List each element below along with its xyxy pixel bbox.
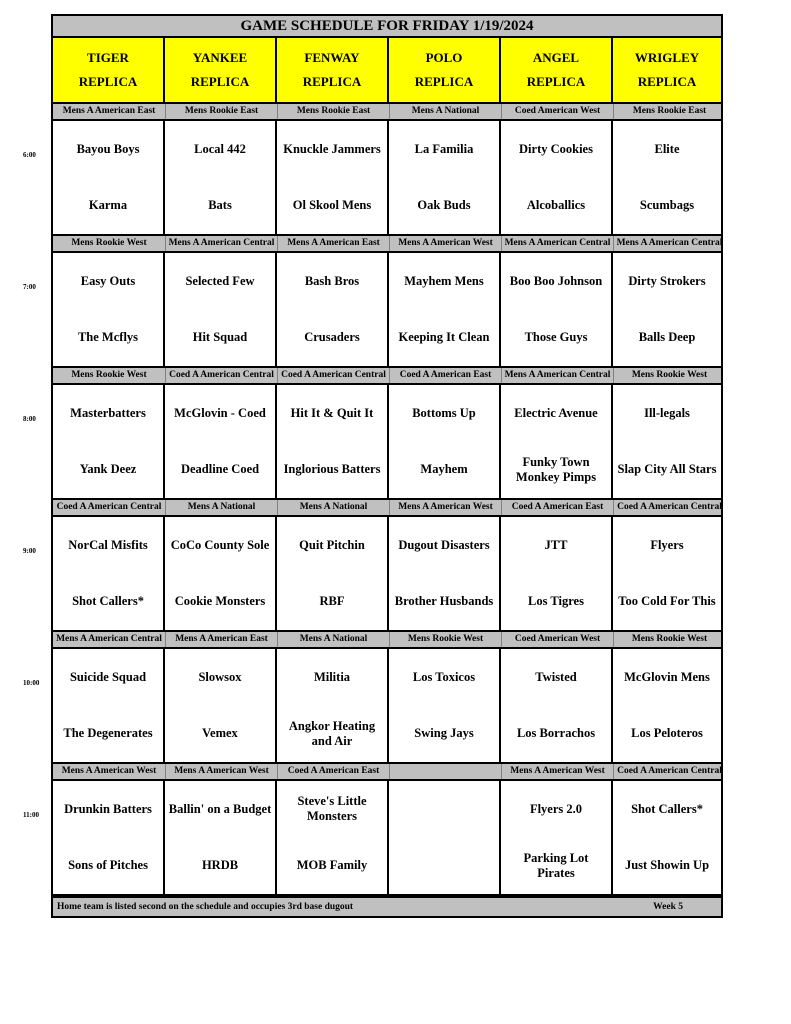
away-team: Los Toxicos [412,669,476,684]
division-label: Mens A American West [389,500,501,515]
field-sub: REPLICA [78,74,138,89]
home-team: Los Borrachos [516,726,596,741]
field-name: WRIGLEY [634,50,700,65]
game-cell [387,515,501,632]
game-cell [499,119,613,236]
game-cell [51,647,165,764]
game-cell [51,251,165,368]
division-label: Mens A American Central [165,236,277,251]
away-team: Ill-legals [644,405,690,420]
game-row [51,647,723,764]
away-team: Slowsox [198,669,242,684]
away-team: Bash Bros [304,273,360,288]
home-team: The Mcflys [77,330,139,345]
home-team: Karma [88,198,128,213]
game-cell [163,119,277,236]
away-team: CoCo County Sole [170,537,270,552]
division-label: Mens A American West [501,764,613,779]
division-label: Coed American West [501,632,613,647]
away-team: Quit Pitchin [299,537,365,552]
away-team: Militia [313,669,351,684]
game-row [51,383,723,500]
division-label: Mens A American West [61,766,157,776]
field-header-yankee [163,38,275,104]
game-cell [499,251,613,368]
game-cell [51,383,165,500]
game-cell [51,515,165,632]
home-team: MOB Family [296,858,368,873]
division-label: Mens A American Central [501,368,613,383]
away-team: Ballin' on a Budget [168,801,272,816]
division-label: Mens Rookie West [71,238,147,248]
division-label: Mens A American West [389,236,501,251]
division-label [389,764,501,779]
home-team: HRDB [201,858,239,873]
division-label: Mens Rookie West [613,368,725,383]
home-team: Bats [208,198,232,213]
home-team: Los Peloteros [631,726,703,741]
away-team: Steve's Little Monsters [297,794,367,824]
division-label: Coed A American Central [277,368,389,383]
game-cell [499,383,613,500]
division-row [51,368,723,383]
time-slots [51,104,723,896]
field-header-tiger [51,38,163,104]
away-team: McGlovin Mens [624,669,710,684]
home-team: The Degenerates [63,726,153,741]
home-team: Cookie Monsters [174,594,266,609]
home-team: Too Cold For This [618,594,716,609]
away-team: NorCal Misfits [68,537,148,552]
division-label: Mens Rookie West [613,632,725,647]
division-label: Mens A National [277,632,389,647]
away-team: Drunkin Batters [64,801,152,816]
away-team: Twisted [535,669,577,684]
division-row [51,764,723,779]
division-label: Mens Rookie East [165,104,277,119]
division-label: Mens Rookie East [277,104,389,119]
away-team: Hit It & Quit It [290,405,374,420]
division-label: Mens A American Central [501,236,613,251]
away-team: Suicide Squad [69,669,147,684]
division-label: Mens A National [389,104,501,119]
home-team: Scumbags [639,198,695,213]
away-team: Flyers [650,537,684,552]
home-team: Vemex [202,726,238,741]
away-team: La Familia [414,141,474,156]
game-row [51,515,723,632]
away-team: Local 442 [194,141,246,156]
division-label: Mens A American East [165,632,277,647]
field-sub: REPLICA [637,74,697,89]
game-cell [611,251,723,368]
home-team: Those Guys [524,330,588,345]
game-cell [163,779,277,896]
game-cell [611,383,723,500]
game-cell [499,779,613,896]
time-label: 11:00 [23,811,39,819]
division-label: Coed A American East [277,764,389,779]
game-cell [275,251,389,368]
game-cell [275,383,389,500]
home-team: Sons of Pitches [68,858,148,873]
game-cell [611,647,723,764]
field-sub: REPLICA [302,74,362,89]
game-cell [387,119,501,236]
division-row [51,500,723,515]
away-team: Flyers 2.0 [529,801,583,816]
division-label: Mens Rookie West [71,370,147,380]
field-name: YANKEE [192,50,248,65]
division-label: Coed A American East [389,368,501,383]
field-name: TIGER [87,50,129,65]
game-cell [163,647,277,764]
home-team: Crusaders [304,330,360,345]
away-team: Dirty Cookies [519,141,593,156]
away-team: Electric Avenue [514,405,598,420]
division-label: Mens Rookie West [389,632,501,647]
division-label: Mens A American Central [56,634,162,644]
game-cell [163,515,277,632]
game-cell [387,383,501,500]
division-label: Coed A American East [501,500,613,515]
game-cell [275,119,389,236]
game-cell [387,647,501,764]
away-team: Mayhem Mens [404,273,484,288]
game-cell [387,779,501,896]
home-team: Slap City All Stars [617,462,717,477]
home-team: Deadline Coed [180,462,260,477]
home-team: Ol Skool Mens [292,198,372,213]
away-team: McGlovin - Coed [174,405,266,420]
schedule-footer [51,896,723,918]
game-cell [499,515,613,632]
field-sub: REPLICA [526,74,586,89]
game-row [51,779,723,896]
time-label: 8:00 [23,415,36,423]
away-team: Dirty Strokers [628,273,706,288]
division-label: Coed American West [501,104,613,119]
away-team: Elite [654,141,680,156]
field-sub: REPLICA [190,74,250,89]
away-team: Masterbatters [70,405,146,420]
game-cell [387,251,501,368]
game-cell [611,515,723,632]
field-name: FENWAY [304,50,360,65]
home-team: Keeping It Clean [398,330,490,345]
home-team: Just Showin Up [624,858,710,873]
home-team: Hit Squad [192,330,248,345]
game-cell [275,515,389,632]
game-cell [163,251,277,368]
division-label: Coed A American Central [56,502,162,512]
away-team: Knuckle Jammers [283,141,381,156]
game-cell [499,647,613,764]
home-team: Oak Buds [417,198,471,213]
schedule-sheet [51,14,723,918]
game-cell [275,647,389,764]
game-cell [611,779,723,896]
time-label: 7:00 [23,283,36,291]
division-label: Mens A American East [277,236,389,251]
away-team: Dugout Disasters [398,537,490,552]
home-team: Yank Deez [79,462,137,477]
field-name: POLO [425,50,463,65]
home-team: Angkor Heating and Air [288,718,376,748]
home-team: Parking Lot Pirates [523,850,589,880]
division-label: Mens A National [277,500,389,515]
schedule-title: GAME SCHEDULE FOR FRIDAY 1/19/2024 [51,14,723,38]
game-cell [611,119,723,236]
away-team: JTT [544,537,568,552]
home-team: Los Tigres [528,594,584,609]
field-sub: REPLICA [414,74,474,89]
time-label: 9:00 [23,547,36,555]
division-row [51,632,723,647]
division-row [51,236,723,251]
game-row [51,119,723,236]
division-label: Coed A American Central [613,500,725,515]
away-team: Bayou Boys [76,141,140,156]
away-team: Bottoms Up [412,405,476,420]
field-header-row [51,38,723,104]
time-label: 10:00 [23,679,40,687]
home-team: Mayhem [420,462,468,477]
division-label: Mens A National [165,500,277,515]
field-header-angel [499,38,611,104]
division-label: Mens Rookie East [613,104,725,119]
time-label: 6:00 [23,151,36,159]
home-team: Brother Husbands [394,594,494,609]
division-label: Mens A American West [165,764,277,779]
division-label: Mens A American East [62,106,156,116]
away-team: Easy Outs [80,273,136,288]
away-team: Boo Boo Johnson [509,273,603,288]
home-team: Swing Jays [414,726,474,741]
division-label: Coed A American Central [613,764,725,779]
division-label: Coed A American Central [165,368,277,383]
field-header-polo [387,38,499,104]
week-label: Week 5 [653,902,683,912]
home-team [389,838,499,895]
division-label: Mens A American Central [613,236,725,251]
home-team: RBF [319,594,345,609]
game-cell [51,119,165,236]
division-row [51,104,723,119]
game-cell [275,779,389,896]
home-team: Shot Callers* [72,594,144,609]
away-team [389,781,499,838]
home-team: Funky Town Monkey Pimps [515,454,597,484]
game-row [51,251,723,368]
field-header-wrigley [611,38,723,104]
field-name: ANGEL [532,50,580,65]
field-header-fenway [275,38,387,104]
away-team: Selected Few [185,273,255,288]
home-team: Inglorious Batters [283,462,381,477]
game-cell [51,779,165,896]
home-team: Alcoballics [526,198,586,213]
footer-note: Home team is listed second on the schedule and occupies 3rd base dugout [57,902,354,912]
game-cell [163,383,277,500]
away-team: Shot Callers* [631,801,703,816]
home-team: Balls Deep [638,330,696,345]
